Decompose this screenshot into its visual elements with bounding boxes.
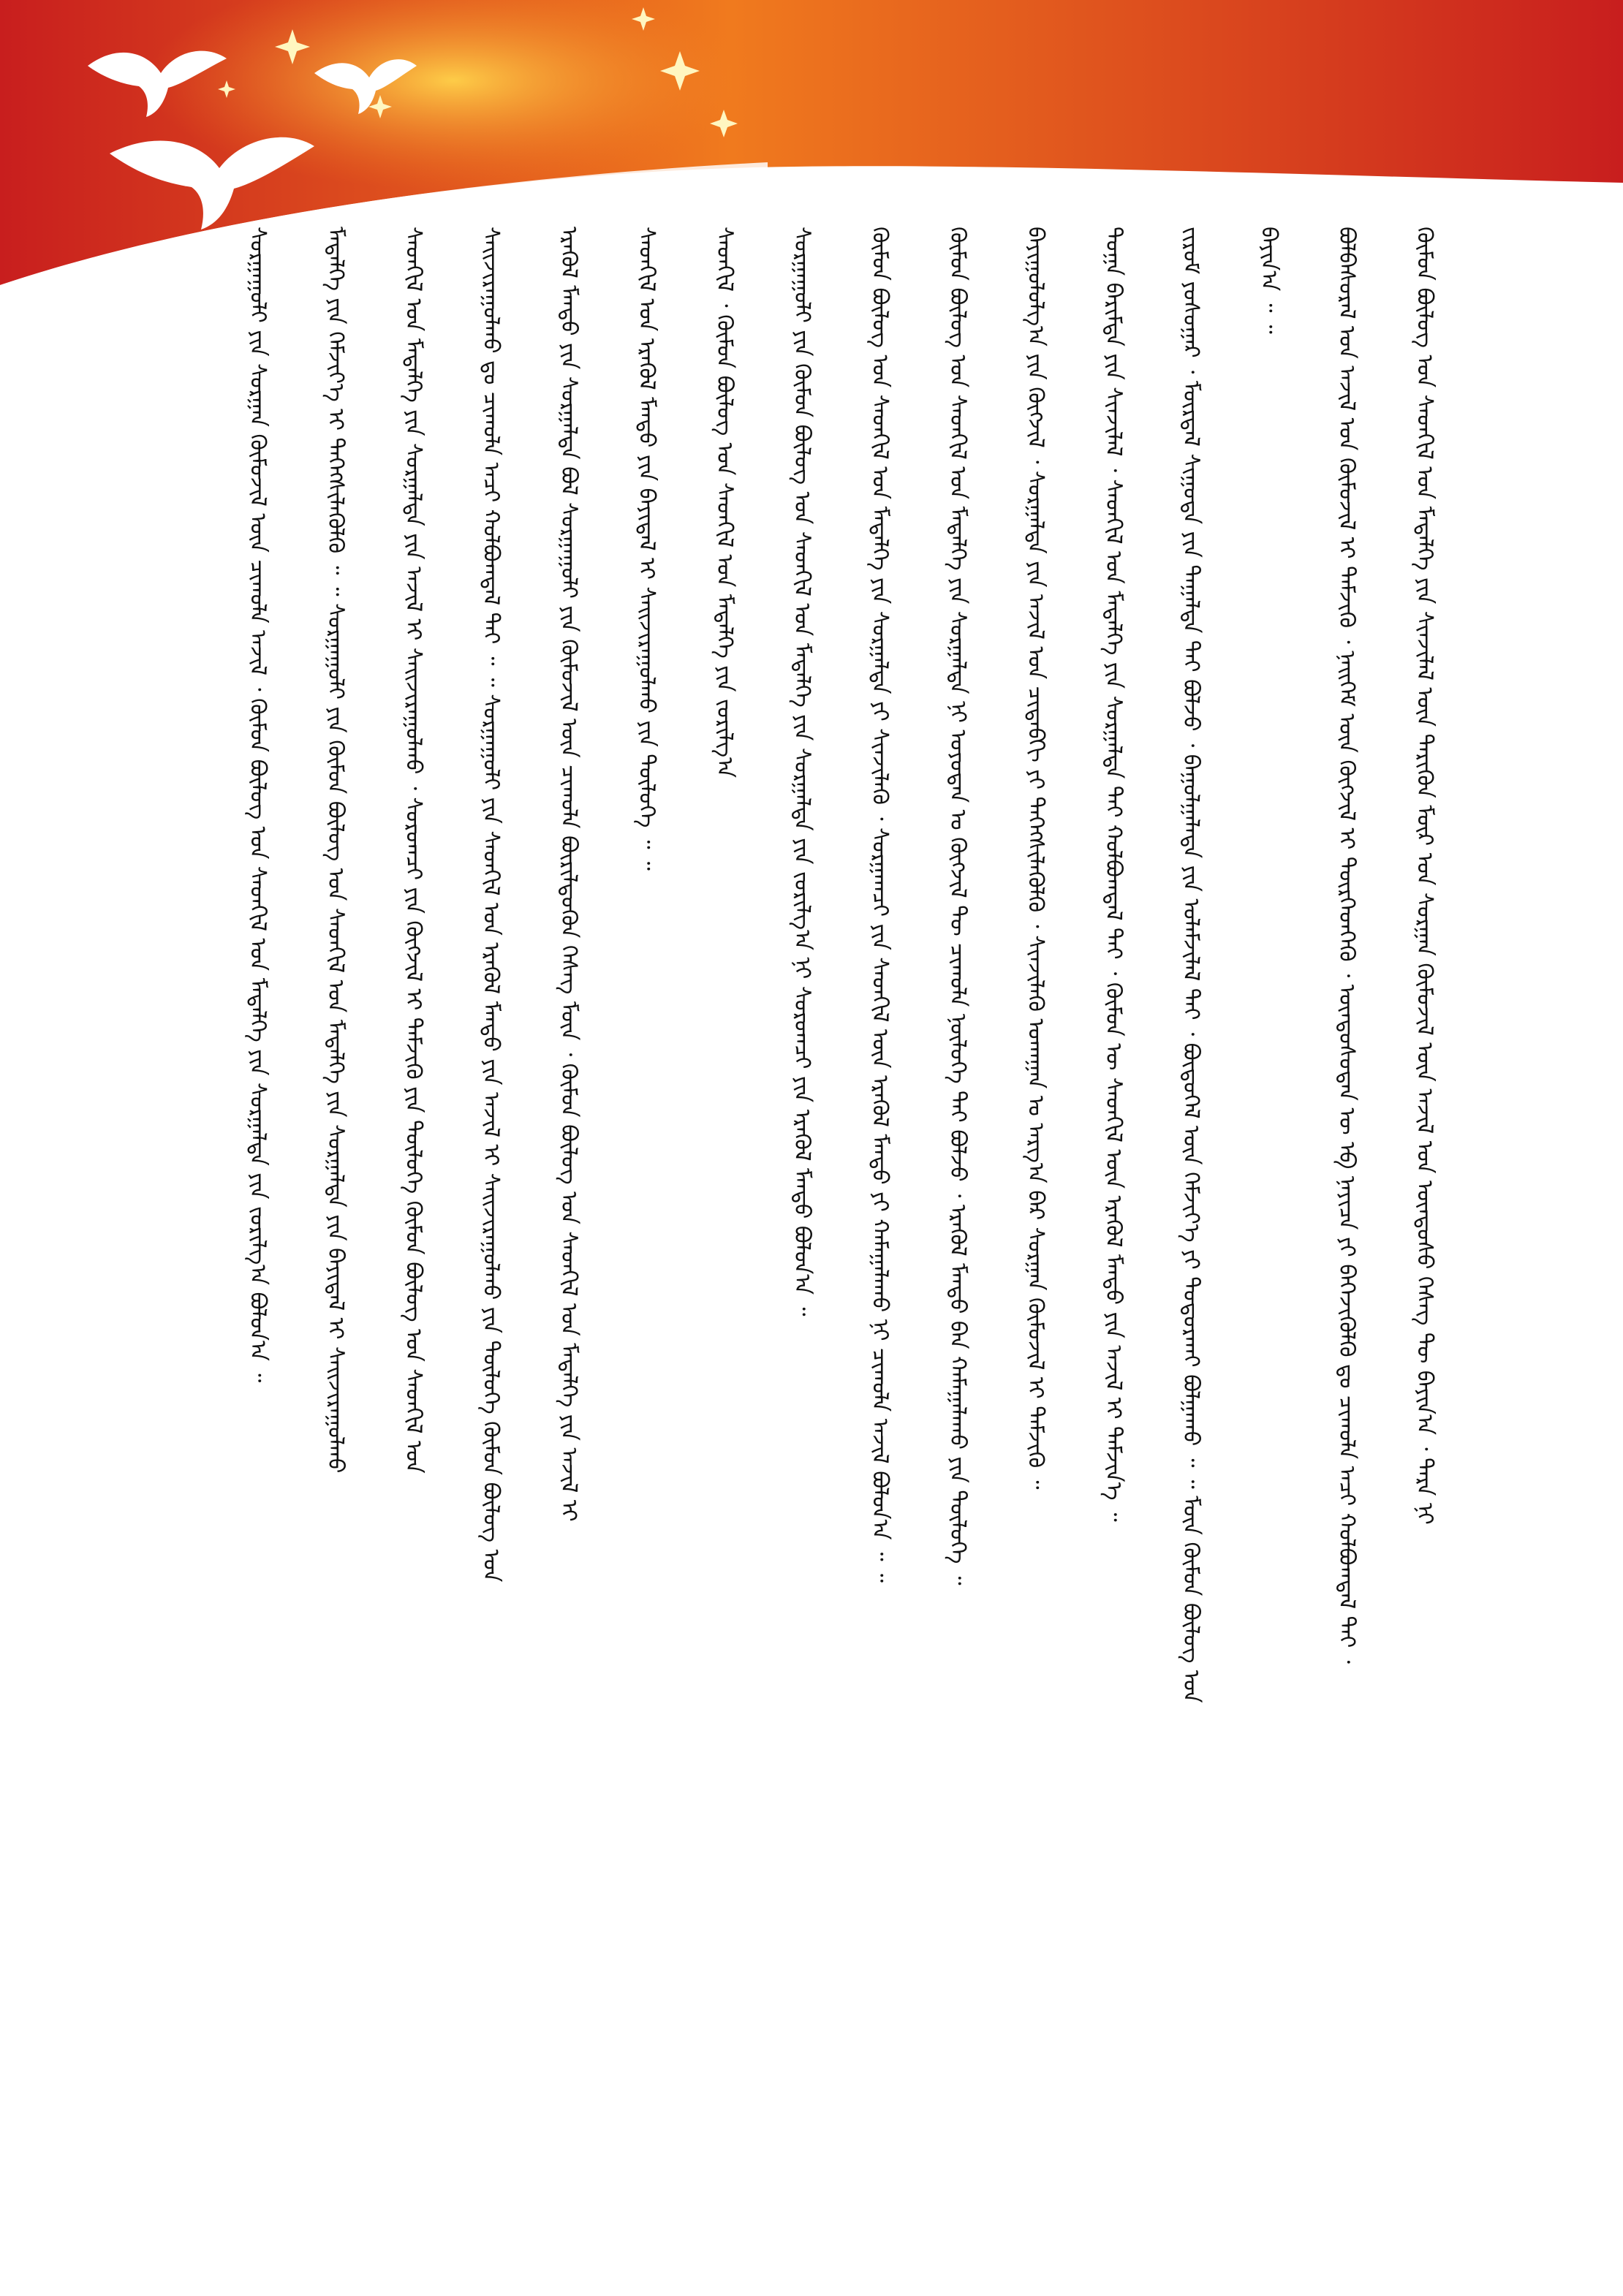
text-column: ᠬᠦᠮᠦᠨ ᠪᠦᠯᠦᠭ ᠤᠨ ᠰᠡᠳᠬᠢᠯ ᠤᠨ ᠮᠡᠳᠡᠯᠭᠡ ᠶᠢᠨ ᠰᠤᠷᠭᠠᠯᠲᠠ ᠶᠢ ᠰᠢᠨᠵᠢᠯᠡᠬᠦ ᠂ ᠰᠤᠷᠭᠠᠭᠴᠢ ᠶᠢᠨ ᠰᠡᠳᠬᠢᠯ ᠦᠨ ᠡᠷᠡᠭᠦᠯ ᠮᠡᠨᠳᠦ ᠶᠢ ᠬᠠᠮᠠᠭᠠᠯᠠᠬᠤ ᠨᠢ ᠴᠢᠬᠤᠯᠠ ᠠᠵᠢᠯ ᠪᠣᠯᠤᠨ᠎ᠠ ᠃ ᠃ xyxy=(867,227,893,1583)
text-column: ᠰᠡᠳᠬᠢᠯ ᠤᠨ ᠡᠷᠡᠭᠦᠯ ᠮᠡᠨᠳᠦ ᠶᠢᠨ ᠪᠠᠶᠢᠳᠠᠯ ᠢ ᠰᠠᠢᠵᠢᠷᠠᠭᠤᠯᠬᠤ ᠶᠢᠨ ᠲᠥᠯᠦᠭᠡ ᠃ ᠃ xyxy=(633,227,659,871)
text-column: ᠰᠤᠷᠭᠠᠭᠤᠯᠢ ᠶᠢᠨ ᠬᠦᠮᠦᠨ ᠪᠦᠯᠦᠭ ᠤᠨ ᠰᠡᠳᠬᠢᠯ ᠤᠨ ᠮᠡᠳᠡᠯᠭᠡ ᠶᠢᠨ ᠰᠤᠷᠭᠠᠯᠲᠠ ᠶᠢᠨ ᠵᠣᠷᠢᠯᠭ᠎ᠠ ᠨᠢ ᠰᠤᠷᠤᠭᠴᠢ ᠶᠢᠨ ᠡᠷᠡᠭᠦᠯ ᠮᠡᠨᠳᠦ ᠪᠣᠯᠤᠨ᠎ᠠ ᠃ xyxy=(789,227,815,1316)
text-column: ᠪᠠᠶᠢᠨ᠎ᠠ ᠃ ᠃ xyxy=(1256,227,1282,334)
text-column: ᠬᠦᠮᠦᠨ ᠪᠦᠯᠦᠭ ᠤᠨ ᠰᠡᠳᠬᠢᠯ ᠤᠨ ᠮᠡᠳᠡᠯᠭᠡ ᠶᠢᠨ ᠰᠢᠨᠵᠢᠯᠡᠯ ᠦᠨ ᠲᠡᠷᠢᠭᠦᠨ ᠮᠥᠷ ᠤᠨ ᠰᠤᠷᠭᠠᠨ ᠬᠦᠮᠦᠵᠢᠯ ᠦᠨ ᠠᠵᠢᠯ ᠤᠨ ᠦᠨᠳᠦᠰᠦ ᠬᠡᠰᠡᠭ ᠲᠦ ᠪᠠᠶᠢᠨ᠎ᠠ ᠂ ᠲᠡᠷᠡ ᠨᠢ xyxy=(1411,227,1437,1525)
text-column: ᠪᠠᠶᠢᠭᠤᠯᠤᠯᠭ᠎ᠠ ᠶᠢᠨ ᠬᠥᠭᠵᠢᠯ ᠂ ᠰᠤᠷᠭᠠᠯᠲᠠ ᠶᠢᠨ ᠠᠵᠢᠯ ᠤᠨ ᠴᠢᠳᠠᠪᠬᠢ ᠶᠢ ᠳᠡᠭᠡᠭᠰᠢᠯᠡᠭᠦᠯᠬᠦ ᠂ ᠰᠢᠨᠵᠢᠯᠡᠬᠦ ᠤᠬᠠᠭᠠᠨ ᠤ ᠠᠷᠭ᠎ᠠ ᠪᠠᠷ ᠰᠤᠷᠭᠠᠨ ᠬᠦᠮᠦᠵᠢᠯ ᠢ ᠳᠡᠮᠵᠢᠬᠦ ᠃ xyxy=(1022,227,1048,1490)
text-column: ᠰᠡᠳᠬᠢᠯ ᠂ ᠬᠦᠮᠦᠨ ᠪᠦᠯᠦᠭ ᠤᠨ ᠰᠡᠳᠬᠢᠯ ᠤᠨ ᠮᠡᠳᠡᠯᠭᠡ ᠶᠢᠨ ᠵᠣᠷᠢᠯᠭ᠎ᠠ xyxy=(711,227,738,778)
text-column: ᠰᠠᠢᠵᠢᠷᠠᠭᠤᠯᠬᠤ ᠳᠤ ᠴᠢᠬᠤᠯᠠ ᠠᠴᠢ ᠬᠤᠯᠪᠤᠭᠳᠠᠯ ᠲᠠᠢ ᠃ ᠃ ᠰᠤᠷᠭᠠᠭᠤᠯᠢ ᠶᠢᠨ ᠰᠡᠳᠬᠢᠯ ᠤᠨ ᠡᠷᠡᠭᠦᠯ ᠮᠡᠨᠳᠦ ᠶᠢᠨ ᠠᠵᠢᠯ ᠢ ᠰᠠᠢᠵᠢᠷᠠᠭᠤᠯᠬᠤ ᠶᠢᠨ ᠲᠥᠯᠦᠭᠡ ᠬᠦᠮᠦᠨ ᠪᠦᠯᠦᠭ ᠤᠨ xyxy=(478,227,504,1583)
text-column: ᠰᠤᠷᠭᠠᠭᠤᠯᠢ ᠶᠢᠨ ᠰᠤᠷᠭᠠᠨ ᠬᠦᠮᠦᠵᠢᠯ ᠦᠨ ᠴᠢᠬᠤᠯᠠ ᠠᠵᠢᠯ ᠂ ᠬᠦᠮᠦᠨ ᠪᠦᠯᠦᠭ ᠤᠨ ᠰᠡᠳᠬᠢᠯ ᠤᠨ ᠮᠡᠳᠡᠯᠭᠡ ᠶᠢᠨ ᠰᠤᠷᠭᠠᠯᠲᠠ ᠶᠢᠨ ᠵᠣᠷᠢᠯᠭ᠎ᠠ ᠪᠣᠯᠤᠨ᠎ᠠ ᠃ xyxy=(245,227,270,1383)
text-column: ᠬᠦᠮᠦᠨ ᠪᠦᠯᠦᠭ ᠤᠨ ᠰᠡᠳᠬᠢᠯ ᠤᠨ ᠮᠡᠳᠡᠯᠭᠡ ᠶᠢᠨ ᠰᠤᠷᠭᠠᠯᠲᠠ ᠨᠢ ᠣᠶᠤᠲᠠᠨ ᠤ ᠬᠥᠭᠵᠢᠯ ᠲᠦ ᠴᠢᠬᠤᠯᠠ ᠨᠥᠯᠦᠭᠡ ᠲᠠᠢ ᠪᠣᠯᠵᠤ ᠂ ᠡᠷᠡᠭᠦᠯ ᠮᠡᠨᠳᠦ ᠪᠠᠨ ᠬᠠᠮᠠᠭᠠᠯᠠᠬᠤ ᠶᠢᠨ ᠲᠥᠯᠦᠭᠡ ᠃ xyxy=(945,227,971,1585)
text-column: ᠮᠡᠳᠡᠯᠭᠡ ᠶᠢᠨ ᠬᠡᠮᠵᠢᠶ᠎ᠡ ᠢ ᠳᠡᠭᠡᠭᠰᠢᠯᠡᠭᠦᠯᠬᠦ ᠃ ᠃ ᠰᠤᠷᠭᠠᠭᠤᠯᠢ ᠶᠢᠨ ᠬᠦᠮᠦᠨ ᠪᠦᠯᠦᠭ ᠤᠨ ᠰᠡᠳᠬᠢᠯ ᠤᠨ ᠮᠡᠳᠡᠯᠭᠡ ᠶᠢᠨ ᠰᠤᠷᠭᠠᠯᠲᠠ ᠶᠢᠨ ᠪᠠᠶᠢᠳᠠᠯ ᠢ ᠰᠠᠢᠵᠢᠷᠠᠭᠤᠯᠬᠤ xyxy=(322,227,349,1474)
text-column: ᠰᠡᠳᠬᠢᠯ ᠤᠨ ᠮᠡᠳᠡᠯᠭᠡ ᠶᠢᠨ ᠰᠤᠷᠭᠠᠯᠲᠠ ᠶᠢᠨ ᠠᠵᠢᠯ ᠢ ᠰᠠᠢᠵᠢᠷᠠᠭᠤᠯᠬᠤ ᠂ ᠰᠤᠷᠤᠭᠴᠢ ᠶᠢᠨ ᠬᠥᠭᠵᠢᠯ ᠢ ᠳᠡᠮᠵᠢᠬᠦ ᠶᠢᠨ ᠲᠥᠯᠦᠭᠡ ᠬᠦᠮᠦᠨ ᠪᠦᠯᠦᠭ ᠤᠨ ᠰᠡᠳᠬᠢᠯ ᠤᠨ xyxy=(400,227,426,1474)
text-column: ᠡᠷᠡᠭᠦᠯ ᠮᠡᠨᠳᠦ ᠶᠢᠨ ᠰᠤᠷᠭᠠᠯᠲᠠ ᠪᠣᠯ ᠰᠤᠷᠭᠠᠭᠤᠯᠢ ᠶᠢᠨ ᠬᠦᠮᠦᠵᠢᠯ ᠦᠨ ᠴᠢᠬᠤᠯᠠ ᠪᠦᠷᠢᠯᠳᠦᠬᠦᠨ ᠬᠡᠰᠡᠭ ᠮᠥᠨ ᠂ ᠬᠦᠮᠦᠨ ᠪᠦᠯᠦᠭ ᠤᠨ ᠰᠡᠳᠬᠢᠯ ᠤᠨ ᠮᠡᠳᠡᠯᠭᠡ ᠶᠢᠨ ᠠᠵᠢᠯ ᠢ xyxy=(556,227,582,1522)
text-column: ᠲᠣᠭᠠ ᠪᠠᠷᠢᠮᠳᠠ ᠶᠢᠨ ᠰᠢᠨᠵᠢᠯᠡᠯ ᠂ ᠰᠡᠳᠬᠢᠯ ᠤᠨ ᠮᠡᠳᠡᠯᠭᠡ ᠶᠢᠨ ᠰᠤᠷᠭᠠᠯᠳᠠ ᠲᠠᠢ ᠬᠣᠯᠪᠣᠭᠳᠠᠯ ᠲᠠᠢ ᠂ ᠬᠦᠮᠦᠨ ᠦ ᠰᠡᠳᠬᠢᠯ ᠦᠨ ᠡᠷᠡᠭᠦᠯ ᠮᠡᠨᠳᠦ ᠶᠢᠨ ᠠᠵᠢᠯ ᠢ ᠳᠡᠮᠵᠢᠨ᠎ᠡ ᠃ xyxy=(1100,227,1127,1522)
text-column: ᠪᠣᠯᠪᠠᠰᠤᠷᠠᠯ ᠤᠨ ᠠᠵᠢᠯ ᠤᠨ ᠬᠦᠮᠦᠵᠢᠯ ᠢ ᠳᠡᠮᠵᠢᠬᠦ ᠂ ᠨᠡᠢᠭᠡᠮ ᠦᠨ ᠬᠥᠭᠵᠢᠯ ᠢ ᠲᠦᠷᠭᠡᠳᠬᠡᠬᠦ ᠂ ᠦᠨᠳᠦᠰᠦᠲᠡᠨ ᠦ ᠡᠪ ᠨᠡᠶᠢᠴᠡ ᠶᠢ ᠪᠡᠬᠡᠵᠢᠭᠦᠯᠬᠦ ᠳᠤ ᠴᠢᠬᠤᠯᠠ ᠠᠴᠢ ᠬᠣᠯᠪᠣᠭᠳᠠᠯ ᠲᠠᠢ ᠂ xyxy=(1333,227,1360,1664)
vertical-text-body xyxy=(241,227,1440,2098)
text-column: ᠵᠢᠷᠤᠮ ᠶᠣᠰᠣᠭᠠᠷ ᠂ ᠮᠥᠷᠳᠡᠯ ᠰᠢᠭᠤᠳᠠ ᠶᠢᠨ ᠳᠠᠭᠠᠯᠳᠠ ᠲᠠᠢ ᠪᠣᠯᠵᠤ ᠂ ᠪᠠᠭᠤᠯᠭᠠᠯᠠᠳᠠ ᠶᠢᠨ ᠤᠯᠠᠮᠵᠢᠯᠠᠯ ᠲᠠᠢ ᠂ ᠪᠦᠲᠦᠭᠡᠯ ᠦᠨ ᠬᠡᠮᠵᠢᠶ᠎ᠡ ᠶᠢ ᠲᠣᠳᠤᠷᠬᠠᠢ ᠪᠣᠯᠭᠠᠬᠤ ᠃ ᠃ ᠮᠥᠨ ᠬᠦᠮᠦᠨ ᠪᠦᠯᠦᠭ ᠤᠨ xyxy=(1178,227,1204,1703)
